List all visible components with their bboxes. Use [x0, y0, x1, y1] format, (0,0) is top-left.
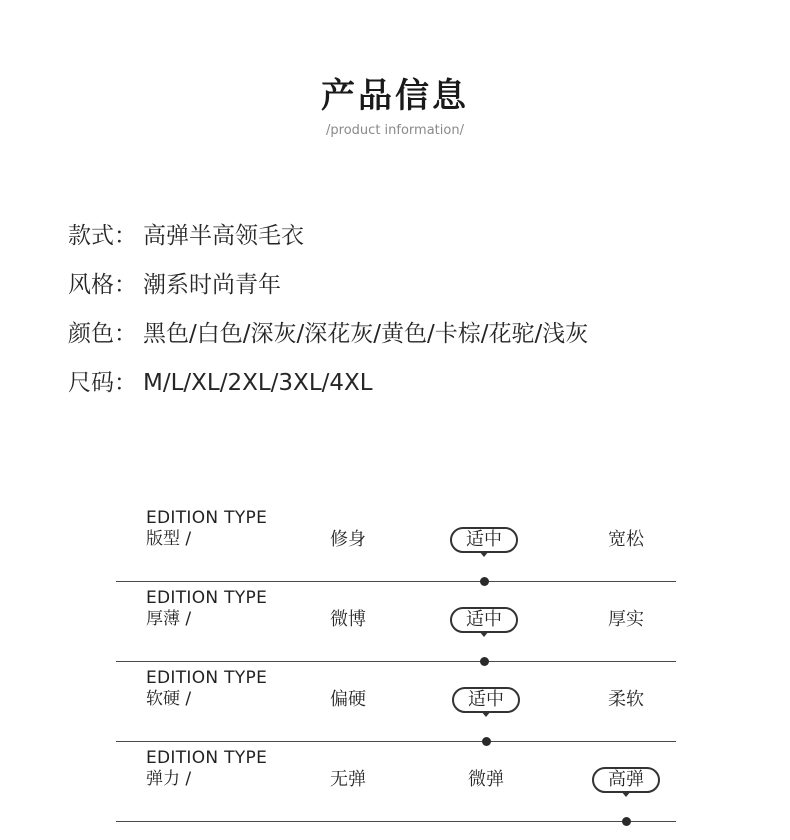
attribute-row-thickness	[116, 582, 676, 662]
attribute-option: 无弹	[330, 769, 366, 790]
attribute-en-label: EDITION TYPE	[146, 508, 268, 528]
attribute-option-selected: 适中	[441, 686, 531, 714]
attribute-option-selected: 适中	[439, 606, 529, 634]
attribute-option: 宽松	[608, 529, 644, 550]
attribute-en-label: EDITION TYPE	[146, 748, 268, 768]
info-value: M/L/XL/2XL/3XL/4XL	[143, 370, 373, 396]
attribute-cn-label: 弹力 /	[146, 769, 192, 789]
attribute-table	[116, 502, 676, 822]
product-info-list	[68, 218, 588, 414]
page-subtitle: /product information/	[326, 123, 464, 138]
info-label: 款式：	[68, 223, 137, 249]
attribute-name	[146, 668, 267, 710]
attribute-en-label: EDITION TYPE	[146, 668, 268, 688]
attribute-row-fit	[116, 502, 676, 582]
info-label: 尺码：	[68, 370, 137, 396]
attribute-option: 偏硬	[330, 689, 366, 710]
attribute-cn-label: 软硬 /	[146, 689, 192, 709]
attribute-en-label: EDITION TYPE	[146, 588, 268, 608]
attribute-name	[146, 508, 267, 550]
attribute-option: 修身	[330, 529, 366, 550]
attribute-cn-label: 厚薄 /	[146, 609, 192, 629]
info-row-size	[68, 365, 588, 414]
attribute-option: 柔软	[608, 689, 644, 710]
attribute-option: 厚实	[608, 609, 644, 630]
attribute-option: 微博	[330, 609, 366, 630]
attribute-row-elasticity	[116, 742, 676, 822]
attribute-name	[146, 588, 267, 630]
attribute-cn-label: 版型 /	[146, 529, 192, 549]
info-label: 风格：	[68, 272, 137, 298]
attribute-option: 微弹	[468, 769, 504, 790]
attribute-row-softness	[116, 662, 676, 742]
info-value: 黑色/白色/深灰/深花灰/黄色/卡棕/花驼/浅灰	[143, 321, 589, 347]
info-value: 高弹半高领毛衣	[143, 223, 304, 249]
info-row-color	[68, 316, 588, 365]
info-row-fashion	[68, 267, 588, 316]
selection-marker-dot	[622, 817, 631, 826]
attribute-option-selected: 适中	[439, 526, 529, 554]
info-value: 潮系时尚青年	[143, 272, 281, 298]
attribute-option-selected: 高弹	[581, 766, 671, 794]
info-row-style	[68, 218, 588, 267]
info-label: 颜色：	[68, 321, 137, 347]
attribute-name	[146, 748, 267, 790]
page-title: 产品信息	[321, 76, 469, 116]
